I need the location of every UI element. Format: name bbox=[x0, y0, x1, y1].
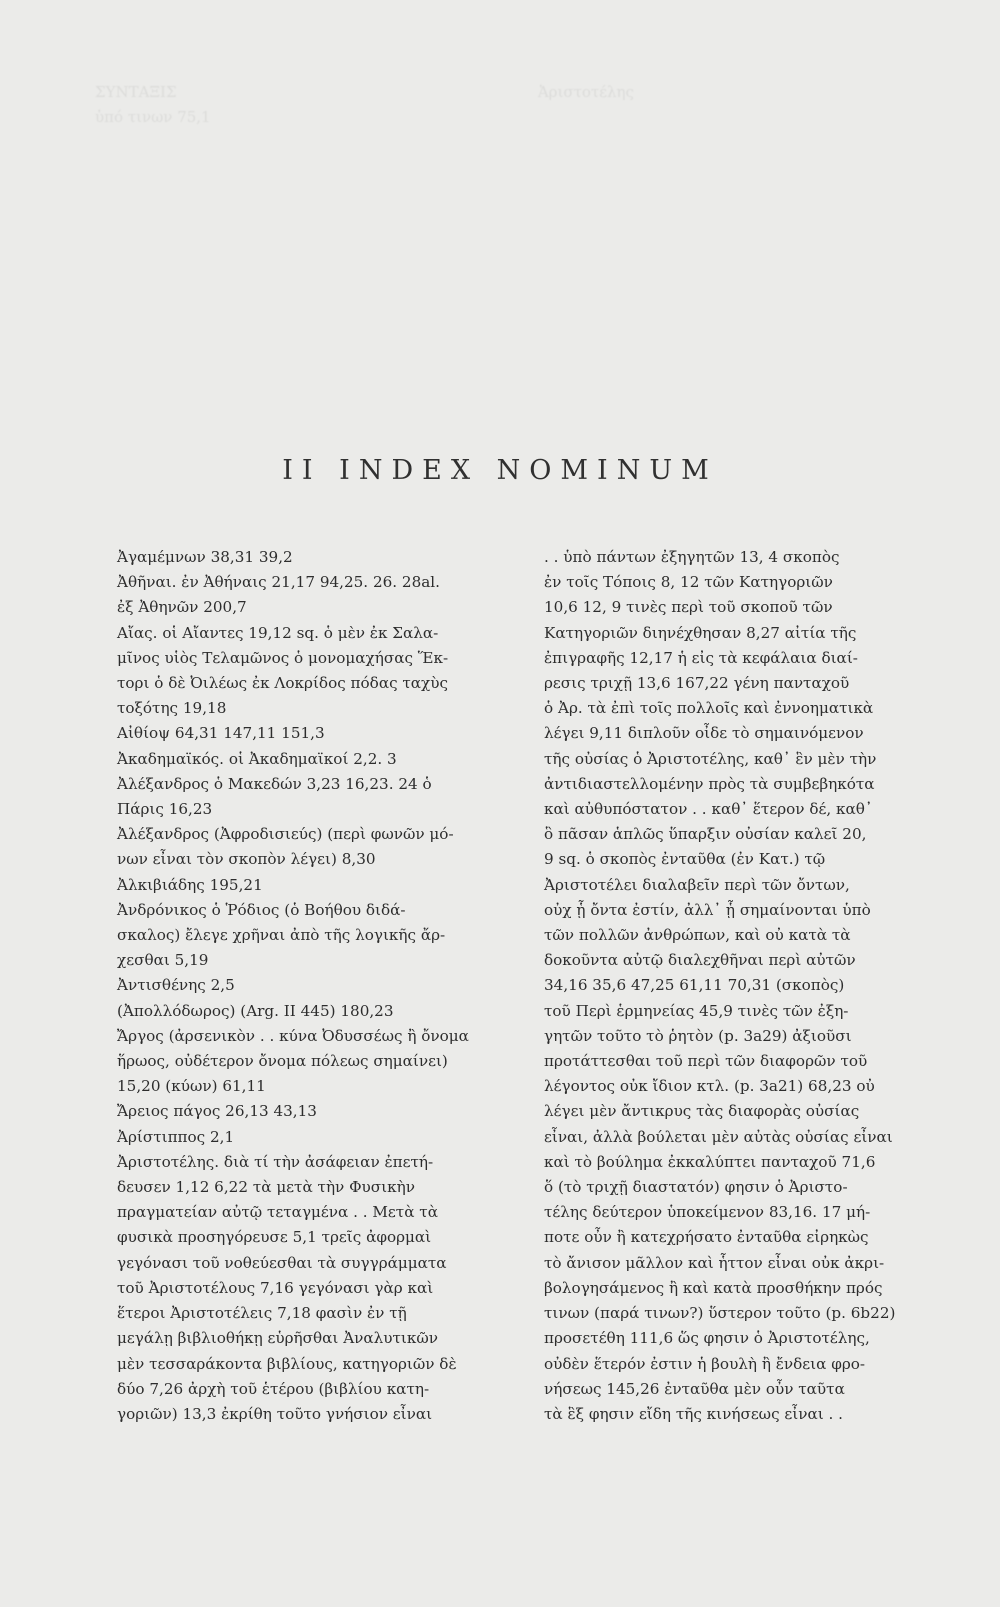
index-line: Αἴας. οἱ Αἴαντες 19,12 sq. ὁ μὲν ἐκ Σαλα- bbox=[117, 623, 439, 642]
index-line: Αἰθίοψ 64,31 147,11 151,3 bbox=[117, 724, 325, 743]
index-line: ἐξ Ἀθηνῶν 200,7 bbox=[117, 598, 247, 617]
index-line: . . ὑπὸ πάντων ἐξηγητῶν 13, 4 σκοπὸς bbox=[544, 548, 840, 566]
index-line: λέγοντος οὐκ ἴδιον κτλ. (p. 3a21) 68,23 οὐ bbox=[544, 1077, 875, 1096]
index-line: Ἀλκιβιάδης 195,21 bbox=[117, 875, 263, 894]
index-line: 9 sq. ὁ σκοπὸς ἐνταῦθα (ἐν Κατ.) τῷ bbox=[544, 850, 826, 869]
index-line: Ἄρειος πάγος 26,13 43,13 bbox=[117, 1102, 317, 1121]
index-line: Ἀντισθένης 2,5 bbox=[117, 976, 235, 995]
index-line: ἥρωος, οὐδέτερον ὄνομα πόλεως σημαίνει) bbox=[117, 1052, 448, 1071]
index-line: ἀντιδιαστελλομένην πρὸς τὰ συμβεβηκότα bbox=[544, 774, 875, 793]
index-line: χεσθαι 5,19 bbox=[117, 951, 209, 970]
index-line: νήσεως 145,26 ἐνταῦθα μὲν οὖν ταῦτα bbox=[544, 1379, 845, 1398]
page-heading: II INDEX NOMINUM bbox=[282, 455, 718, 486]
index-line: ἐπιγραφῆς 12,17 ἡ εἰς τὰ κεφάλαια διαί- bbox=[544, 648, 858, 667]
index-line: γητῶν τοῦτο τὸ ῥητὸν (p. 3a29) ἀξιοῦσι bbox=[544, 1026, 852, 1045]
index-line: τορι ὁ δὲ Ὀιλέως ἐκ Λοκρίδος πόδας ταχὺς bbox=[117, 674, 449, 693]
index-line: μῖνος υἱὸς Τελαμῶνος ὁ μονομαχήσας Ἕκ- bbox=[117, 648, 449, 667]
index-line: δοκοῦντα αὐτῷ διαλεχθῆναι περὶ αὐτῶν bbox=[544, 951, 856, 970]
show-through-row bbox=[95, 80, 915, 105]
index-line: Ἀκαδημαϊκός. οἱ Ἀκαδημαϊκοί 2,2. 3 bbox=[117, 749, 397, 768]
index-line: μεγάλῃ βιβλιοθήκῃ εὑρῆσθαι Ἀναλυτικῶν bbox=[117, 1329, 438, 1348]
index-line: τοξότης 19,18 bbox=[117, 699, 227, 718]
index-column-right bbox=[544, 545, 932, 1427]
index-line: οὐδὲν ἕτερόν ἐστιν ἡ βουλὴ ἢ ἔνδεια φρο- bbox=[544, 1354, 866, 1373]
index-line: τὰ ἓξ φησιν εἴδη τῆς κινήσεως εἶναι . . bbox=[544, 1404, 843, 1423]
index-line: δύο 7,26 ἀρχὴ τοῦ ἑτέρου (βιβλίου κατη- bbox=[117, 1379, 430, 1398]
index-line: γεγόνασι τοῦ νοθεύεσθαι τὰ συγγράμματα bbox=[117, 1253, 447, 1272]
index-line: καὶ αὐθυπόστατον . . καθ᾽ ἕτερον δέ, καθ᾽ bbox=[544, 800, 873, 819]
index-line: Ἀνδρόνικος ὁ Ῥόδιος (ὁ Βοήθου διδά- bbox=[117, 900, 406, 919]
index-line: εἶναι, ἀλλὰ βούλεται μὲν αὐτὰς οὐσίας εἶναι bbox=[544, 1127, 893, 1146]
show-through-text bbox=[95, 80, 915, 500]
index-line: Ἀριστοτέλης. διὰ τί τὴν ἀσάφειαν ἐπετή- bbox=[117, 1152, 434, 1171]
index-line: 15,20 (κύων) 61,11 bbox=[117, 1077, 266, 1096]
index-line: λέγει 9,11 διπλοῦν οἶδε τὸ σημαινόμενον bbox=[544, 724, 864, 743]
show-through-left: ὑπό τινων 75,1 bbox=[95, 108, 211, 126]
index-line: Ἀλέξανδρος ὁ Μακεδών 3,23 16,23. 24 ὁ bbox=[117, 774, 432, 793]
index-line: σκαλος) ἔλεγε χρῆναι ἀπὸ τῆς λογικῆς ἄρ- bbox=[117, 926, 446, 945]
index-line: Ἀριστοτέλει διαλαβεῖν περὶ τῶν ὄντων, bbox=[544, 875, 850, 894]
index-line: Ἄργος (ἀρσενικὸν . . κύνα Ὀδυσσέως ἢ ὄνομα bbox=[117, 1026, 469, 1045]
index-line: τῆς οὐσίας ὁ Ἀριστοτέλης, καθ᾽ ἓν μὲν τὴν bbox=[544, 749, 877, 768]
show-through-left: ΣΥΝΤΑΞΙΣ bbox=[95, 83, 177, 101]
index-line: μὲν τεσσαράκοντα βιβλίους, κατηγοριῶν δὲ bbox=[117, 1354, 457, 1373]
index-line: τοῦ Περὶ ἑρμηνείας 45,9 τινὲς τῶν ἐξη- bbox=[544, 1001, 849, 1020]
index-line: 34,16 35,6 47,25 61,11 70,31 (σκοπὸς) bbox=[544, 976, 845, 995]
index-line: ὁ Ἀρ. τὰ ἐπὶ τοῖς πολλοῖς καὶ ἐννοηματικὰ bbox=[544, 699, 874, 718]
index-line: Ἀλέξανδρος (Ἀφροδισιεύς) (περὶ φωνῶν μό- bbox=[117, 825, 454, 844]
index-line: ὃ πᾶσαν ἁπλῶς ὕπαρξιν οὐσίαν καλεῖ 20, bbox=[544, 825, 867, 844]
index-line: τοῦ Ἀριστοτέλους 7,16 γεγόνασι γὰρ καὶ bbox=[117, 1278, 434, 1297]
show-through-right: Ἀριστοτέλης bbox=[537, 83, 634, 101]
index-line: πραγματείαν αὐτῷ τεταγμένα . . Μετὰ τὰ bbox=[117, 1203, 438, 1222]
index-line: νων εἶναι τὸν σκοπὸν λέγει) 8,30 bbox=[117, 850, 376, 869]
index-line: βολογησάμενος ἢ καὶ κατὰ προσθήκην πρός bbox=[544, 1278, 883, 1297]
index-line: τέλης δεύτερον ὑποκείμενον 83,16. 17 μή- bbox=[544, 1203, 871, 1222]
show-through-row bbox=[95, 105, 915, 130]
index-line: τινων (παρά τινων?) ὕστερον τοῦτο (p. 6b22) bbox=[544, 1304, 896, 1323]
index-line: ρεσις τριχῇ 13,6 167,22 γένη πανταχοῦ bbox=[544, 674, 850, 693]
index-line: ἕτεροι Ἀριστοτέλεις 7,18 φασὶν ἐν τῇ bbox=[117, 1304, 407, 1323]
index-line: φυσικὰ προσηγόρευσε 5,1 τρεῖς ἀφορμαὶ bbox=[117, 1228, 432, 1247]
index-line: προσετέθη 111,6 ὥς φησιν ὁ Ἀριστοτέλης, bbox=[544, 1329, 870, 1348]
index-line: ἐν τοῖς Τόποις 8, 12 τῶν Κατηγοριῶν bbox=[544, 573, 833, 592]
index-line: τῶν πολλῶν ἀνθρώπων, καὶ οὐ κατὰ τὰ bbox=[544, 926, 851, 945]
index-line: οὐχ ᾗ ὄντα ἐστίν, ἀλλ᾽ ᾗ σημαίνονται ὑπὸ bbox=[544, 900, 871, 919]
show-through-right bbox=[538, 105, 915, 130]
index-line: καὶ τὸ βούλημα ἐκκαλύπτει πανταχοῦ 71,6 bbox=[544, 1152, 876, 1171]
index-line: Ἀγαμέμνων 38,31 39,2 bbox=[117, 548, 293, 566]
index-line: τὸ ἄνισον μᾶλλον καὶ ἧττον εἶναι οὐκ ἀκρι- bbox=[544, 1253, 885, 1272]
index-line: ὅ (τὸ τριχῇ διαστατόν) φησιν ὁ Ἀριστο- bbox=[544, 1178, 848, 1197]
index-column-left bbox=[117, 545, 505, 1427]
index-line: Ἀθῆναι. ἐν Ἀθήναις 21,17 94,25. 26. 28al. bbox=[117, 573, 440, 592]
index-line: δευσεν 1,12 6,22 τὰ μετὰ τὴν Φυσικὴν bbox=[117, 1178, 415, 1197]
index-line: (Ἀπολλόδωρος) (Arg. II 445) 180,23 bbox=[117, 1001, 394, 1020]
index-line: Κατηγοριῶν διηνέχθησαν 8,27 αἰτία τῆς bbox=[544, 623, 857, 642]
index-line: γοριῶν) 13,3 ἐκρίθη τοῦτο γνήσιον εἶναι bbox=[117, 1404, 433, 1423]
index-line: προτάττεσθαι τοῦ περὶ τῶν διαφορῶν τοῦ bbox=[544, 1052, 868, 1071]
index-line: Πάρις 16,23 bbox=[117, 800, 213, 819]
index-line: λέγει μὲν ἄντικρυς τὰς διαφορὰς οὐσίας bbox=[544, 1102, 860, 1121]
index-line: Ἀρίστιππος 2,1 bbox=[117, 1127, 235, 1146]
index-line: ποτε οὖν ἢ κατεχρήσατο ἐνταῦθα εἰρηκὼς bbox=[544, 1228, 869, 1247]
index-line: 10,6 12, 9 τινὲς περὶ τοῦ σκοποῦ τῶν bbox=[544, 598, 833, 617]
